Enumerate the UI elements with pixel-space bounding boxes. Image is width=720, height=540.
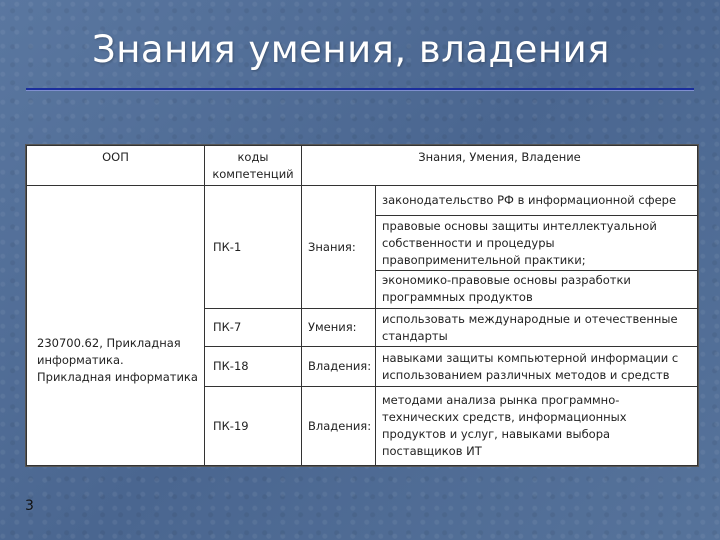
- header-oop: ООП: [27, 146, 205, 186]
- code-pk18: ПК-18: [205, 347, 302, 387]
- competency-table: [25, 144, 699, 467]
- category-pk1: Знания:: [302, 186, 376, 309]
- item-pk1-1: законодательство РФ в информационной сфере: [376, 186, 698, 216]
- item-pk1-3: экономико-правовые основы разработки программных продуктов: [376, 270, 698, 308]
- category-pk19: Владения:: [302, 387, 376, 466]
- program-cell: 230700.62, Прикладная информатика. Прикладная информатика: [27, 186, 205, 466]
- category-pk18: Владения:: [302, 347, 376, 387]
- code-pk7: ПК-7: [205, 309, 302, 347]
- category-pk7: Умения:: [302, 309, 376, 347]
- header-kuv: Знания, Умения, Владение: [302, 146, 698, 186]
- slide-title: Знания умения, владения: [92, 28, 610, 71]
- item-pk7-1: использовать международные и отечественные стандарты: [376, 309, 698, 347]
- item-pk19-1: методами анализа рынка программно-технических средств, информационных продуктов и услуг, навыками выбора поставщиков ИТ: [376, 387, 698, 466]
- header-codes: коды компетенций: [205, 146, 302, 186]
- item-pk18-1: навыками защиты компьютерной информации с использованием различных методов и средств: [376, 347, 698, 387]
- code-pk19: ПК-19: [205, 387, 302, 466]
- item-pk1-2: правовые основы защиты интеллектуальной собственности и процедуры правоприменительной практики;: [376, 216, 698, 270]
- code-pk1: ПК-1: [205, 186, 302, 309]
- page-number: 3: [25, 498, 34, 514]
- title-underline: [26, 88, 694, 91]
